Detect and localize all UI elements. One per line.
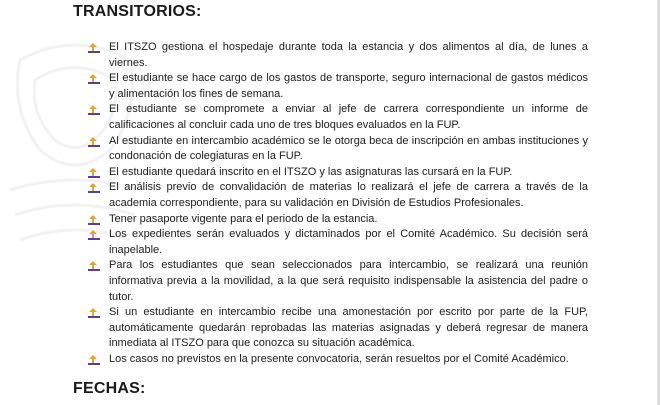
list-item-text: El estudiante se hace cargo de los gastos de transporte, seguro internacional de gastos médicos y alimentación los fines de semana. bbox=[109, 72, 588, 100]
list-item-text: El análisis previo de convalidación de materias lo realizará el jefe de carrera a través de la academia correspondiente, para su validación en División de Estudios Profesionales. bbox=[109, 181, 588, 209]
arrow-bullet-icon bbox=[88, 183, 100, 193]
list-item-text: Los expedientes serán evaluados y dictaminados por el Comité Académico. Su decisión será inapelable. bbox=[109, 228, 588, 256]
list-item bbox=[88, 71, 588, 102]
list-item bbox=[88, 212, 588, 228]
list-item bbox=[88, 352, 588, 368]
list-item-text: El ITSZO gestiona el hospedaje durante toda la estancia y dos alimentos al día, de lunes a viernes. bbox=[109, 41, 588, 69]
list-item-text: Al estudiante en intercambio académico se le otorga beca de inscripción en ambas instituciones y condonación de colegiaturas en la FUP. bbox=[109, 134, 588, 163]
list-item bbox=[88, 227, 588, 258]
transitorios-heading: TRANSITORIOS: bbox=[73, 3, 202, 20]
list-item-text: El estudiante se compromete a enviar al jefe de carrera correspondiente un informe de calificaciones al concluir cada uno de tres bloques evaluados en la FUP. bbox=[109, 103, 588, 131]
list-item bbox=[88, 165, 588, 181]
list-item bbox=[88, 180, 588, 211]
arrow-bullet-icon bbox=[88, 168, 100, 178]
arrow-bullet-icon bbox=[88, 74, 100, 84]
arrow-bullet-icon bbox=[88, 308, 100, 318]
list-item bbox=[88, 258, 588, 305]
list-item-text: Los casos no previstos en la presente convocatoria, serán resueltos por el Comité Académico. bbox=[109, 352, 569, 365]
arrow-bullet-icon bbox=[88, 261, 100, 271]
list-item-text: El estudiante quedará inscrito en el ITSZO y las asignaturas las cursará en la FUP. bbox=[109, 165, 513, 178]
arrow-bullet-icon bbox=[88, 230, 100, 240]
list-item bbox=[88, 102, 588, 133]
arrow-bullet-icon bbox=[88, 43, 100, 53]
list-item bbox=[88, 40, 588, 71]
list-item-text: Si un estudiante en intercambio recibe una amonestación por escrito por parte de la FUP, automáticamente quedarán reprobadas las materias asignadas y deberá regresar de manera inmediata al ITSZO para que conozca su situación académica. bbox=[109, 306, 588, 350]
list-item bbox=[88, 305, 588, 352]
transitorios-list bbox=[88, 40, 588, 367]
list-item-text: Para los estudiantes que sean seleccionados para intercambio, se realizará una reunión informativa previa a la movilidad, a la que será requisito indispensable la asistencia del padre o tutor. bbox=[109, 259, 588, 303]
arrow-bullet-icon bbox=[88, 355, 100, 365]
fechas-heading: FECHAS: bbox=[73, 380, 146, 397]
arrow-bullet-icon bbox=[88, 215, 100, 225]
arrow-bullet-icon bbox=[88, 137, 100, 147]
list-item bbox=[88, 134, 588, 165]
list-item-text: Tener pasaporte vigente para el periodo de la estancia. bbox=[109, 212, 378, 225]
arrow-bullet-icon bbox=[88, 105, 100, 115]
